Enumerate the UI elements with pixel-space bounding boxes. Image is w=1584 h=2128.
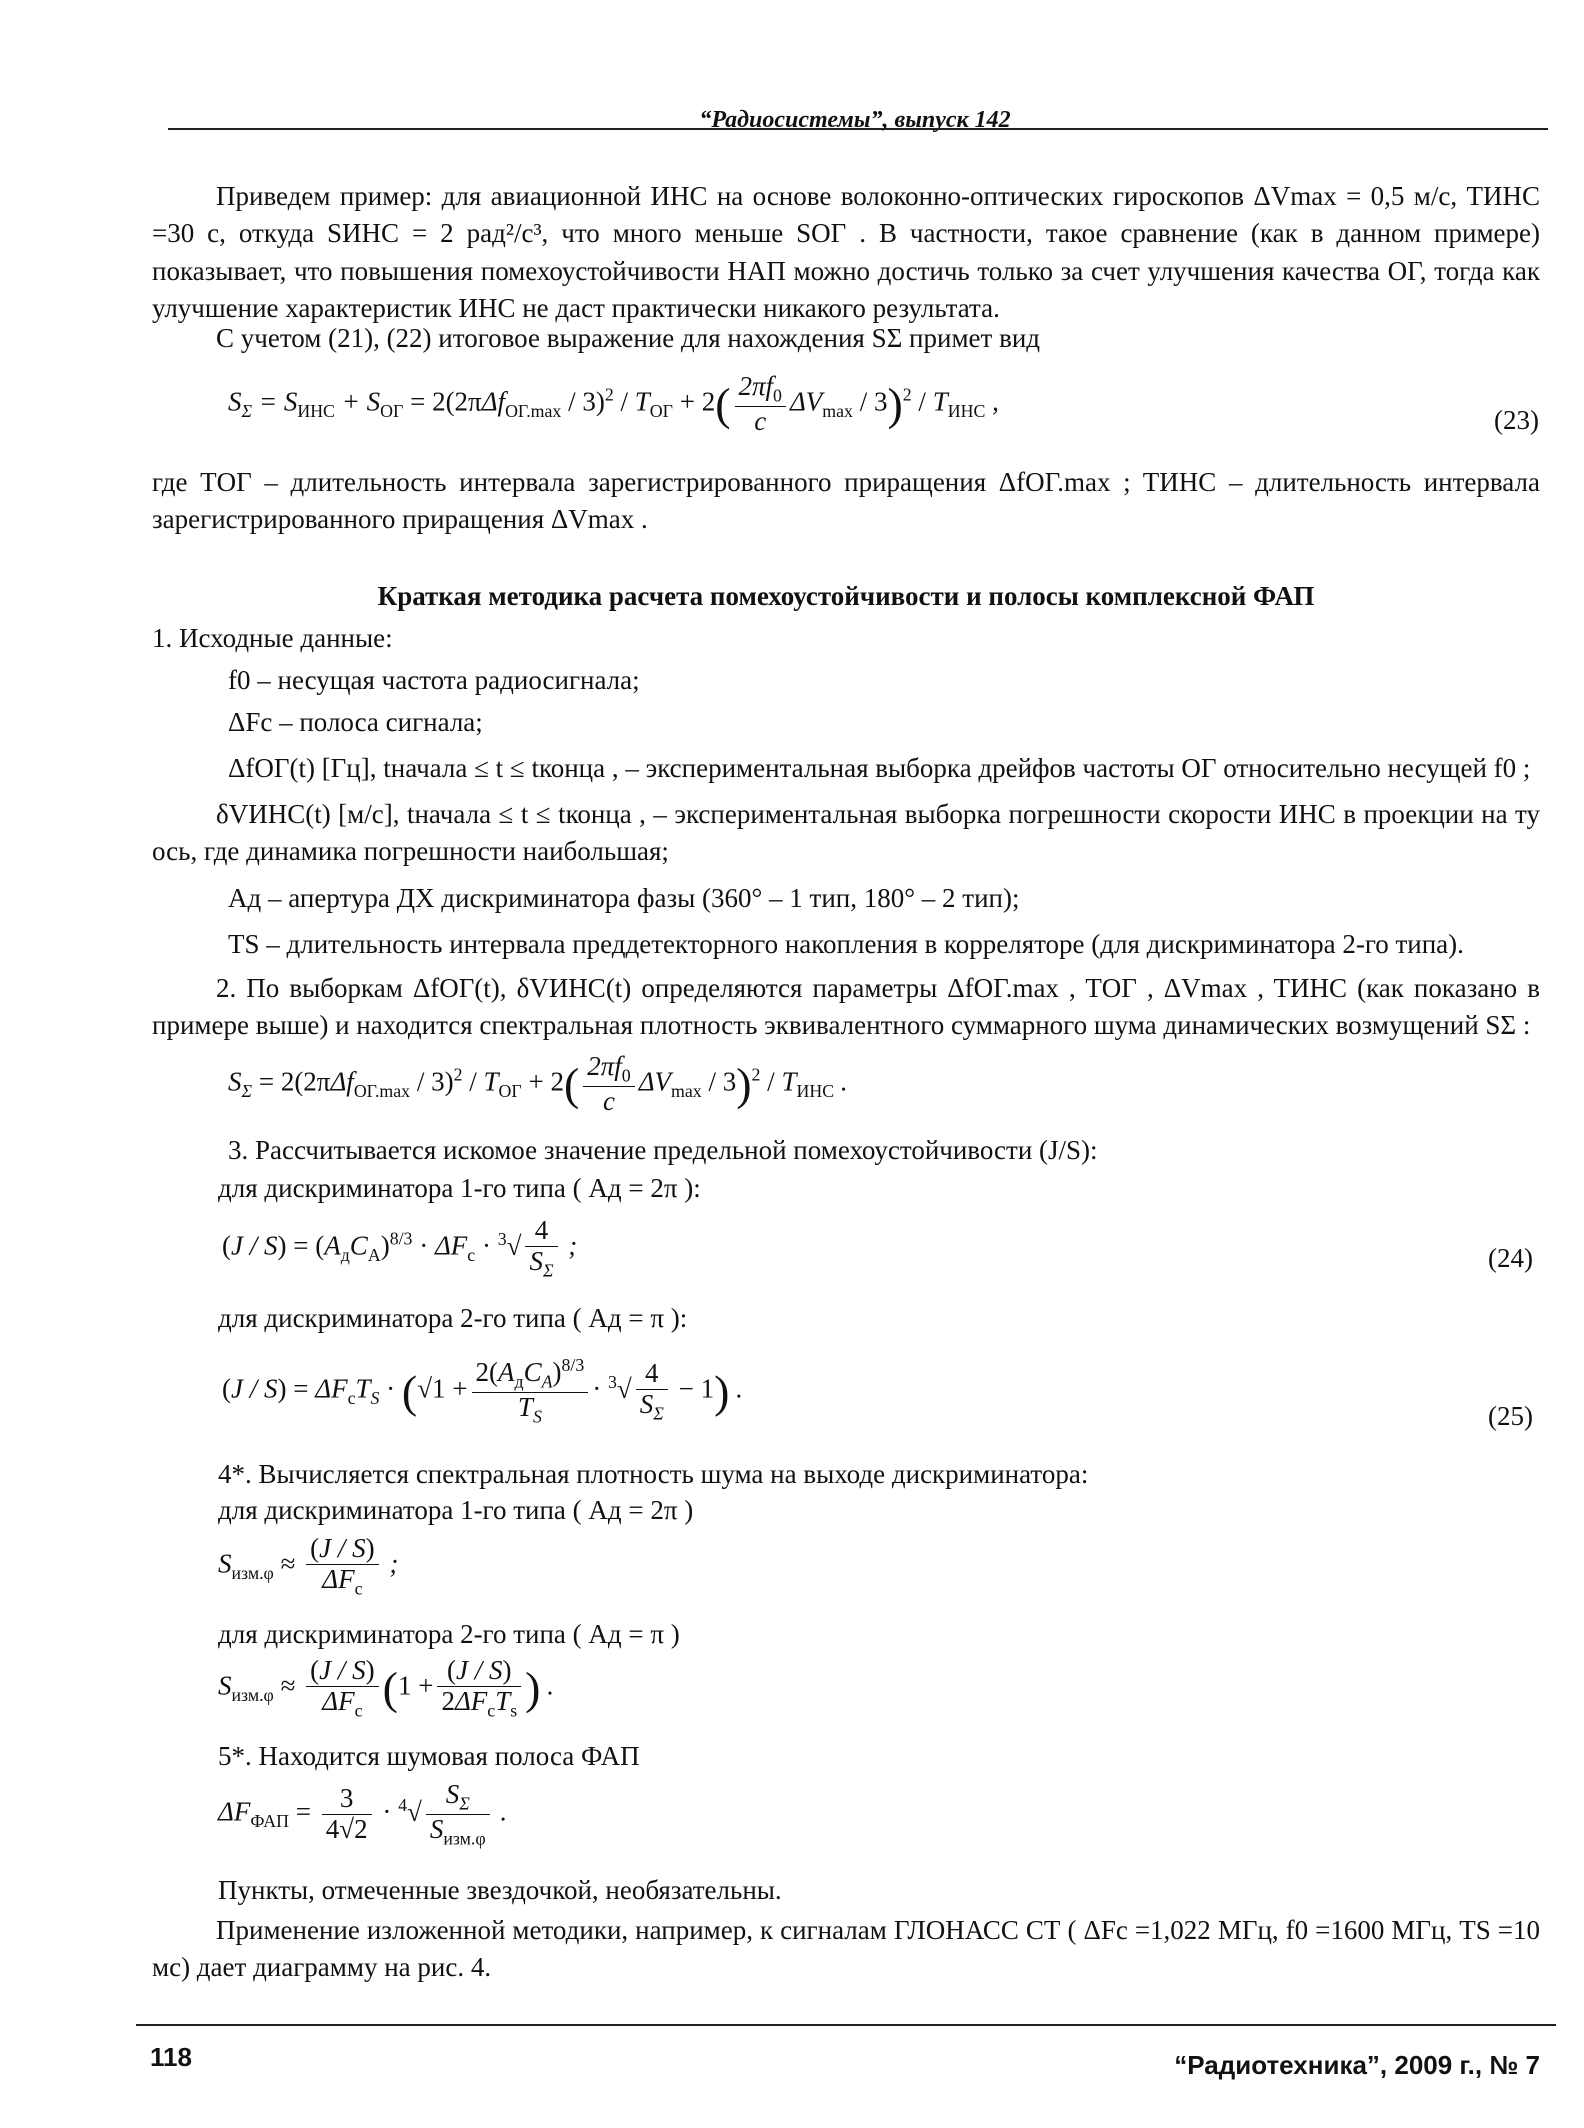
running-head: “Радиосистемы”, выпуск 142 — [699, 107, 1011, 133]
step-2: 2. По выборкам ΔfОГ(t), δVИНС(t) определяются параметры ΔfОГ.max , TОГ , ΔVmax , TИНС (как показано в примере выше) и находится спектральная плотность эквивалентного суммарного шума динамических возмущений SΣ : — [152, 973, 1540, 1041]
note-optional-steps: Пункты, отмеченные звездочкой, необязательны. — [218, 1875, 782, 1905]
paragraph-definitions: где TОГ – длительность интервала зарегистрированного приращения ΔfОГ.max ; TИНС – длительность интервала зарегистрированного приращения ΔVmax . — [152, 467, 1540, 535]
step-4-title: 4*. Вычисляется спектральная плотность шума на выходе дискриминатора: — [218, 1459, 1089, 1489]
paragraph-application: Применение изложенной методики, например, к сигналам ГЛОНАСС СТ ( ΔFс =1,022 МГц, f0 =1600 МГц, TS =10 мс) дает диаграмму на рис. 4. — [152, 1915, 1540, 1983]
equation-23: $S_\Sigma = S_{ИНС} + S_{ОГ} = 2(2\pi\Delta f_{ОГ.max} / 3)^2 / T_{ОГ} + 2$( $\frac{2\pi f_0}{c}$ $\Delta V_{max} / 3)^2 / T_{ИНС}$ , — [228, 371, 999, 436]
item-og-drift-sample: ΔfОГ(t) [Гц], tначала ≤ t ≤ tконца , – экспериментальная выборка дрейфов частоты ОГ относительно несущей f0 ; — [228, 753, 1531, 783]
equation-25: $(J / S) = \Delta F_сT_S \cdot (√1$ + $\frac{2(A_дC_A)^{8/3}}{T_S}$ · $^3$√ $\frac{4}{S_\Sigma}$ − 1) . — [222, 1355, 743, 1427]
equation-23-number: (23) — [1494, 405, 1539, 435]
step-5-title: 5*. Находится шумовая полоса ФАП — [218, 1741, 640, 1771]
header-rule — [168, 128, 1548, 130]
discriminator-1-label: для дискриминатора 1-го типа ( Aд = 2π ): — [218, 1173, 701, 1203]
footer-rule — [136, 2024, 1556, 2026]
item-discriminator-aperture: Aд – апертура ДХ дискриминатора фазы (360° – 1 тип, 180° – 2 тип); — [228, 883, 1020, 913]
equation-pll-band: $\Delta F_{ФАП}$ = $\frac{3}{4√2}$ · $^4$√ $\frac{S_\Sigma}{S_{изм.\varphi}}$ . — [218, 1779, 508, 1849]
discriminator-1-label-b: для дискриминатора 1-го типа ( Aд = 2π ) — [218, 1495, 694, 1525]
discriminator-2-label: для дискриминатора 2-го типа ( Aд = π ): — [218, 1303, 688, 1333]
equation-24-number: (24) — [1488, 1243, 1533, 1273]
equation-25-number: (25) — [1488, 1401, 1533, 1431]
item-accumulation-interval: TS – длительность интервала преддетекторного накопления в корреляторе (для дискриминатора 2-го типа). — [228, 929, 1464, 959]
item-signal-band: ΔFс – полоса сигнала; — [228, 707, 483, 737]
paragraph-example: Приведем пример: для авиационной ИНС на основе волоконно-оптических гироскопов ΔVmax = 0,5 м/с, TИНС =30 с, откуда SИНС = 2 рад²/с³, что много меньше SОГ . В частности, такое сравнение (как в данном примере) показывает, что повышения помехоустойчивости НАП можно достичь только за счет улучшения качества ОГ, тогда как улучшение характеристик ИНС не даст практически никакого результата. — [152, 181, 1540, 323]
item-ins-error-sample: δVИНС(t) [м/с], tначала ≤ t ≤ tконца , – экспериментальная выборка погрешности скорости ИНС в проекции на ту ось, где динамика погрешности наибольшая; — [152, 799, 1540, 867]
item-carrier-frequency: f0 – несущая частота радиосигнала; — [228, 665, 640, 695]
step-1-title: 1. Исходные данные: — [152, 623, 393, 653]
equation-s-sigma: $S_\Sigma = 2(2\pi\Delta f_{ОГ.max} / 3)^2 / T_{ОГ} + 2$( $\frac{2\pi f_0}{c}$ $\Delta V_{max} / 3)^2 / T_{ИНС}$ . — [228, 1051, 848, 1116]
paragraph-final-expression: С учетом (21), (22) итоговое выражение для нахождения SΣ примет вид — [216, 323, 1041, 353]
equation-noise-density-1: $S_{изм.\varphi}$ ≈ $\frac{(J / S)}{\Delta F_с}$ ; — [218, 1533, 399, 1599]
discriminator-2-label-b: для дискриминатора 2-го типа ( Aд = π ) — [218, 1619, 680, 1649]
equation-24: $(J / S) = (A_дC_А)^{8/3} \cdot \Delta F_с \cdot ^3√$ $\frac{4}{S_\Sigma}$ ; — [222, 1215, 578, 1281]
equation-noise-density-2: $S_{изм.\varphi}$ ≈ $\frac{(J / S)}{\Delta F_с}$ (1 + $\frac{(J / S)}{2\Delta F_сT_s}$ ) . — [218, 1655, 554, 1721]
section-title: Краткая методика расчета помехоустойчивости и полосы комплексной ФАП — [377, 581, 1315, 611]
journal-footer: “Радиотехника”, 2009 г., № 7 — [1174, 2050, 1540, 2080]
step-3-title: 3. Рассчитывается искомое значение предельной помехоустойчивости (J/S): — [228, 1135, 1098, 1165]
page-number: 118 — [150, 2042, 192, 2072]
